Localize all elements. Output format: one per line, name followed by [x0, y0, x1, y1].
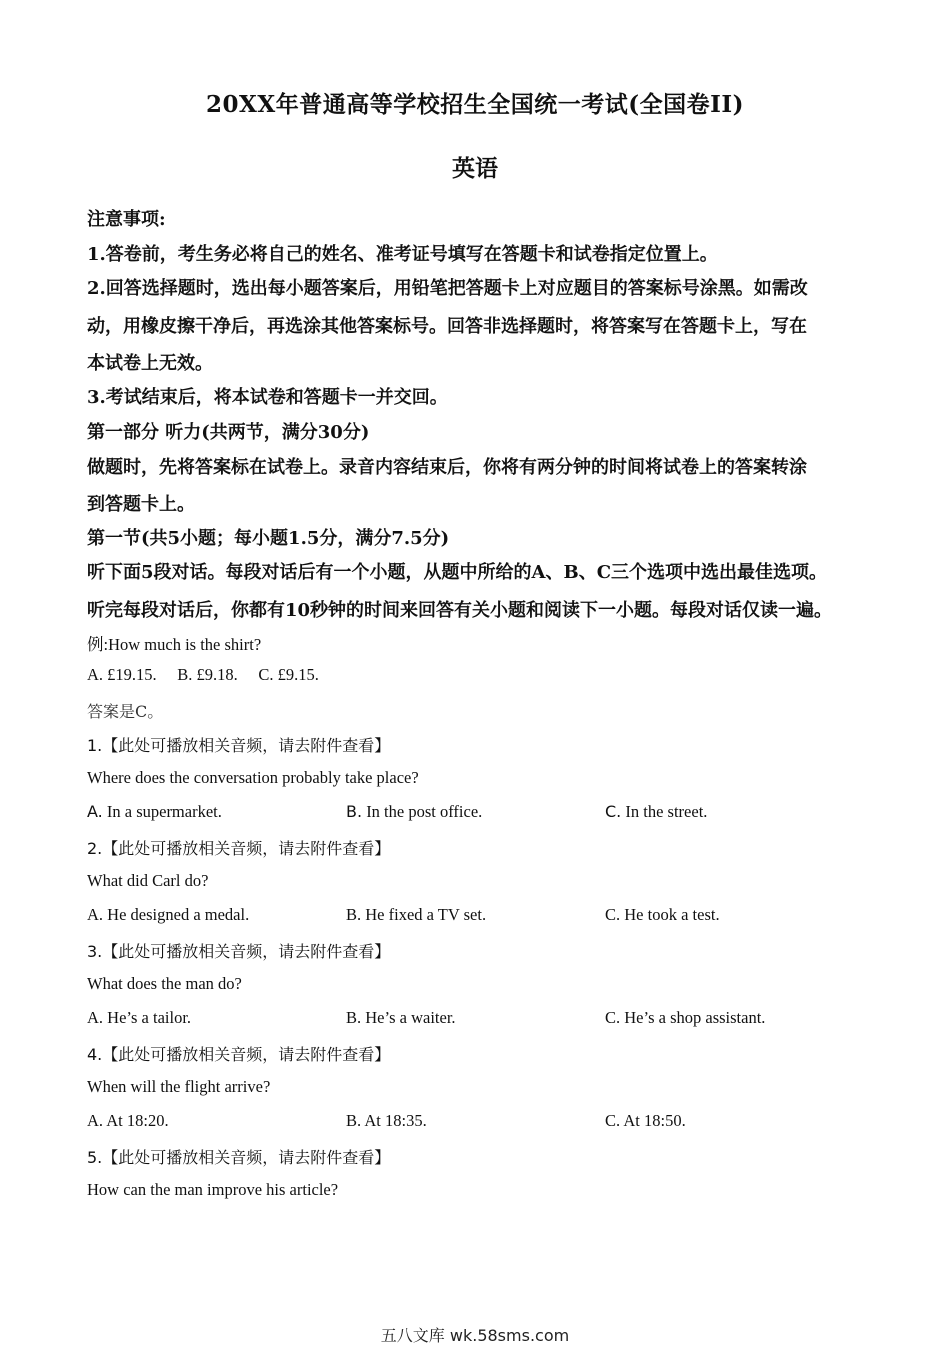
- option-text: He fixed a TV set.: [365, 905, 487, 924]
- question-number: 1.: [87, 736, 103, 755]
- option-letter: C.: [605, 1008, 621, 1027]
- notice-line: 动，用橡皮擦干净后，再选涂其他答案标号。回答非选择题时，将答案写在答题卡上，写在: [87, 316, 807, 337]
- option-letter: A.: [87, 1008, 104, 1027]
- option-letter: C.: [605, 802, 622, 821]
- question-header: [87, 733, 390, 756]
- question-text: When will the flight arrive?: [87, 1077, 271, 1096]
- audio-note[interactable]: 【此处可播放相关音频，请去附件查看】: [102, 942, 391, 961]
- question-header: [87, 939, 390, 962]
- question-text: What does the man do?: [87, 974, 242, 993]
- option-letter: B.: [346, 905, 362, 924]
- option-letter: B.: [346, 1008, 362, 1027]
- question-number: 3.: [87, 942, 103, 961]
- option-text: He’s a tailor.: [107, 1008, 192, 1027]
- option-a: [87, 1008, 191, 1028]
- section-intro-line: 听完每段对话后，你都有10秒钟的时间来回答有关小题和阅读下一小题。每段对话仅读一遍。: [87, 600, 833, 621]
- question-header: [87, 836, 390, 859]
- part-intro-line: 到答题卡上。: [87, 494, 195, 515]
- option-c: [605, 1008, 765, 1028]
- question-header: [87, 1042, 390, 1065]
- question-number: 5.: [87, 1148, 103, 1167]
- option-c: [605, 802, 707, 822]
- question-text: How can the man improve his article?: [87, 1180, 339, 1199]
- option-letter: A.: [87, 905, 104, 924]
- option-text: In a supermarket.: [106, 802, 222, 821]
- option-letter: A.: [87, 1111, 104, 1130]
- option-letter: B.: [346, 1111, 362, 1130]
- option-text: In the post office.: [366, 802, 483, 821]
- option-text: He’s a waiter.: [365, 1008, 456, 1027]
- page-footer[interactable]: 五八文库 wk.58sms.com: [380, 1326, 570, 1345]
- question-number: 2.: [87, 839, 103, 858]
- option-letter: C.: [605, 1111, 621, 1130]
- notice-line: 2.回答选择题时，选出每小题答案后，用铅笔把答题卡上对应题目的答案标号涂黑。如需改: [87, 278, 808, 299]
- part-heading: 第一部分 听力(共两节，满分30分): [87, 422, 370, 443]
- option-text: He’s a shop assistant.: [624, 1008, 766, 1027]
- option-text: In the street.: [625, 802, 708, 821]
- option-b: [346, 905, 486, 925]
- option-a: [87, 905, 249, 925]
- audio-note[interactable]: 【此处可播放相关音频，请去附件查看】: [102, 1045, 391, 1064]
- part-intro-line: 做题时，先将答案标在试卷上。录音内容结束后，你将有两分钟的时间将试卷上的答案转涂: [87, 457, 807, 478]
- example-options: A. £19.15. B. £9.18. C. £9.15.: [87, 665, 319, 684]
- notice-line: 3.考试结束后，将本试卷和答题卡一并交回。: [87, 387, 448, 408]
- option-b: [346, 1008, 456, 1028]
- notice-line: 1.答卷前，考生务必将自己的姓名、准考证号填写在答题卡和试卷指定位置上。: [87, 244, 718, 265]
- option-b: [346, 1111, 427, 1131]
- subject-title: 英语: [452, 155, 498, 182]
- question-text: What did Carl do?: [87, 871, 209, 890]
- example-question: 例:How much is the shirt?: [87, 635, 262, 654]
- question-header: [87, 1145, 390, 1168]
- option-text: At 18:20.: [106, 1111, 169, 1130]
- option-text: At 18:50.: [623, 1111, 686, 1130]
- notice-heading: 注意事项:: [87, 209, 166, 230]
- audio-note[interactable]: 【此处可播放相关音频，请去附件查看】: [102, 736, 391, 755]
- option-c: [605, 905, 720, 925]
- section-intro-line: 听下面5段对话。每段对话后有一个小题，从题中所给的A、B、C三个选项中选出最佳选项。: [87, 562, 828, 583]
- option-letter: C.: [605, 905, 621, 924]
- question-number: 4.: [87, 1045, 103, 1064]
- option-text: At 18:35.: [364, 1111, 427, 1130]
- option-letter: A.: [87, 802, 103, 821]
- section-heading: 第一节(共5小题；每小题1.5分，满分7.5分): [87, 528, 450, 549]
- option-text: He designed a medal.: [107, 905, 250, 924]
- option-text: He took a test.: [624, 905, 720, 924]
- audio-note[interactable]: 【此处可播放相关音频，请去附件查看】: [102, 839, 391, 858]
- example-answer: 答案是C。: [87, 702, 164, 721]
- option-a: [87, 802, 222, 822]
- option-a: [87, 1111, 169, 1131]
- option-letter: B.: [346, 802, 363, 821]
- notice-line: 本试卷上无效。: [87, 353, 213, 374]
- question-text: Where does the conversation probably take place?: [87, 768, 419, 787]
- audio-note[interactable]: 【此处可播放相关音频，请去附件查看】: [102, 1148, 391, 1167]
- option-b: [346, 802, 482, 822]
- option-c: [605, 1111, 686, 1131]
- exam-title: 20XX年普通高等学校招生全国统一考试(全国卷II): [206, 91, 744, 118]
